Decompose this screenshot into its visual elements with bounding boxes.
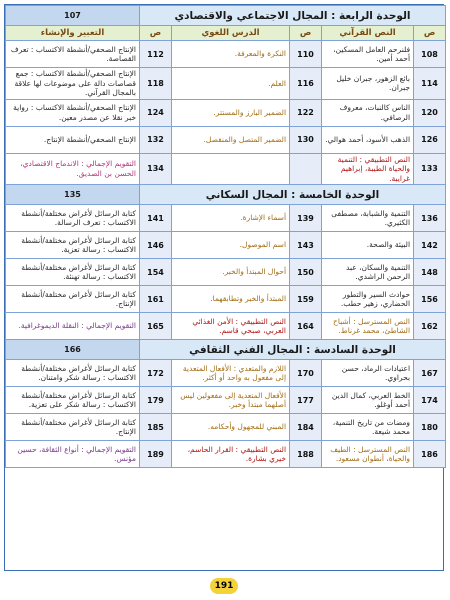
language-lesson-cell: الضمير البارز والمستتر. [172,99,290,126]
expression-cell: الإنتاج الصحفي/أنشطة الاكتساب : جمع قصاصات دالة على موضوعات لها علاقة بالمجال القرآني. [6,68,140,100]
quranic-text-cell: ومضات من تاريخ التنمية، محمد شيعة. [322,414,414,441]
page-cell: 116 [290,68,322,100]
page-cell: 170 [290,360,322,387]
unit-page-number: 166 [6,340,140,360]
page-cell: 122 [290,99,322,126]
table-row [6,286,446,313]
page-cell: 142 [414,232,446,259]
language-lesson-cell: اسم الموصول. [172,232,290,259]
quranic-text-cell: النص التطبيقي : التنمية والحياة الطيبة، إبراهيم غرايبة. [322,153,414,185]
quranic-text-cell: النص المسترسل : أشباح الشاطئ، محمد غرناط. [322,313,414,340]
expression-cell: التقويم الإجمالي : أنواع الثقافة، حسين مؤنس. [6,441,140,468]
expression-cell: الإنتاج الصحفي/أنشطة الإنتاج. [6,126,140,153]
page-cell: 108 [414,41,446,68]
page-cell: 110 [290,41,322,68]
table-row [6,205,446,232]
quranic-text-cell: الخط العربي، كمال الدين أحمد أوغلو. [322,387,414,414]
page-column-header: ص [414,26,446,41]
page-cell: 179 [140,387,172,414]
unit-header-row [6,185,446,205]
page-cell: 141 [140,205,172,232]
page-cell: 188 [290,441,322,468]
column-header-row [6,26,446,41]
page-column-header: ص [140,26,172,41]
page-cell: 139 [290,205,322,232]
language-lesson-cell: النص التطبيقي : القرار الحاسم، خيري بشارة. [172,441,290,468]
page-cell: 150 [290,259,322,286]
quranic-text-cell: بائع الزهور، جبران خليل جبران. [322,68,414,100]
page-number: 191 [210,578,238,594]
language-lesson-cell: المبتدأ والخبر وتطابقهما. [172,286,290,313]
table-row [6,360,446,387]
unit-page-number: 107 [6,6,140,26]
language-lesson-cell: أحوال المبتدأ والخبر. [172,259,290,286]
table-row [6,414,446,441]
table-row [6,41,446,68]
unit-header-row [6,6,446,26]
expression-cell: كتابة الرسائل لأغراض مختلفة/أنشطة الاكتساب : رسالة تعزية. [6,232,140,259]
expression-cell: كتابة الرسائل لأغراض مختلفة/أنشطة الاكتساب : رسالة تهنئة. [6,259,140,286]
expression-cell: الإنتاج الصحفي/أنشطة الاكتساب : رواية خبر نقلا عن مصدر معين. [6,99,140,126]
language-lesson-cell: الأفعال المتعدية إلى مفعولين ليس أصلهما مبتدأ وخبر. [172,387,290,414]
table-row [6,126,446,153]
quranic-text-cell: البيئة والصحة. [322,232,414,259]
language-lesson-cell: المبني للمجهول وأحكامه. [172,414,290,441]
page-column-header: ص [290,26,322,41]
expression-cell: كتابة الرسائل لأغراض مختلفة/أنشطة الاكتساب : رسالة شكر وامتنان. [6,360,140,387]
quranic-text-cell: حوادث السير والتطور الحضاري، زهير حطب. [322,286,414,313]
quranic-text-cell: الناس كالنبات، معروف الرصافي. [322,99,414,126]
page-cell: 136 [414,205,446,232]
expression-cell: كتابة الرسائل لأغراض مختلفة/أنشطة الإنتاج. [6,414,140,441]
page-cell: 165 [140,313,172,340]
language-lesson-cell: الضمير المتصل والمنفصل. [172,126,290,153]
page-cell: 174 [414,387,446,414]
language-lesson-cell: النكرة والمعرفة. [172,41,290,68]
page-cell: 148 [414,259,446,286]
expression-column-header: التعبير والإنشاء [6,26,140,41]
language-lesson-cell: أسماء الإشارة. [172,205,290,232]
table-row [6,259,446,286]
contents-table [5,5,446,468]
unit-page-number: 135 [6,185,140,205]
quranic-text-column-header: النص القرآني [322,26,414,41]
expression-cell: الإنتاج الصحفي/أنشطة الاكتساب : تعرف القصاصة. [6,41,140,68]
page-cell: 185 [140,414,172,441]
page-cell: 186 [414,441,446,468]
table-row [6,153,446,185]
unit-title: الوحدة الخامسة : المجال السكاني [140,185,446,205]
language-lesson-cell: النص التطبيقي : الأمن الغذائي العربي، صبحي قاسم. [172,313,290,340]
expression-cell: التقويم الإجمالي : الاندماج الاقتصادي، الحسن بن الصديق. [6,153,140,185]
page-cell: 167 [414,360,446,387]
expression-cell: كتابة الرسائل لأغراض مختلفة/أنشطة الاكتساب : رسالة شكر على تعزية. [6,387,140,414]
page-cell: 177 [290,387,322,414]
page-cell: 130 [290,126,322,153]
unit-title: الوحدة السادسة : المجال الفني الثقافي [140,340,446,360]
page-cell: 189 [140,441,172,468]
page-cell: 112 [140,41,172,68]
page-cell: 146 [140,232,172,259]
page-cell: 156 [414,286,446,313]
quranic-text-cell: الذهب الأسود، أحمد هوالي. [322,126,414,153]
unit-title: الوحدة الرابعة : المجال الاجتماعي والاقتصادي [140,6,446,26]
language-lesson-cell: اللازم والمتعدي : الأفعال المتعدية إلى مفعول به واحد أو أكثر. [172,360,290,387]
page-cell: 118 [140,68,172,100]
page-cell: 162 [414,313,446,340]
page-cell: 184 [290,414,322,441]
page-cell: 172 [140,360,172,387]
quranic-text-cell: التنمية والشبابة، مصطفى الكثيري. [322,205,414,232]
unit-header-row [6,340,446,360]
quranic-text-cell: التنمية والسكان، عبد الرحمن الراشدي. [322,259,414,286]
expression-cell: كتابة الرسائل لأغراض مختلفة/أنشطة الإنتاج. [6,286,140,313]
table-of-contents [4,4,444,571]
language-lesson-column-header: الدرس اللغوي [172,26,290,41]
table-row [6,99,446,126]
table-row [6,232,446,259]
expression-cell: التقويم الإجمالي : النقلة الديموغرافية. [6,313,140,340]
expression-cell: كتابة الرسائل لأغراض مختلفة/أنشطة الاكتساب : تعرف الرسالة. [6,205,140,232]
page-cell: 164 [290,313,322,340]
page-cell: 154 [140,259,172,286]
page-cell [290,153,322,185]
quranic-text-cell: فلنرحم العامل المسكين، أحمد أمين. [322,41,414,68]
page-cell: 180 [414,414,446,441]
page-cell: 143 [290,232,322,259]
page-cell: 134 [140,153,172,185]
language-lesson-cell [172,153,290,185]
table-row [6,441,446,468]
table-row [6,68,446,100]
page-cell: 114 [414,68,446,100]
page-cell: 159 [290,286,322,313]
page-cell: 126 [414,126,446,153]
table-row [6,387,446,414]
page-cell: 161 [140,286,172,313]
quranic-text-cell: النص المسترسل : الطيف والحياة، أنطوان مسعود. [322,441,414,468]
table-row [6,313,446,340]
page-cell: 120 [414,99,446,126]
page-cell: 133 [414,153,446,185]
page-cell: 124 [140,99,172,126]
quranic-text-cell: اعتيادات الرماد، حسن بحراوي. [322,360,414,387]
page-cell: 132 [140,126,172,153]
language-lesson-cell: العلم. [172,68,290,100]
